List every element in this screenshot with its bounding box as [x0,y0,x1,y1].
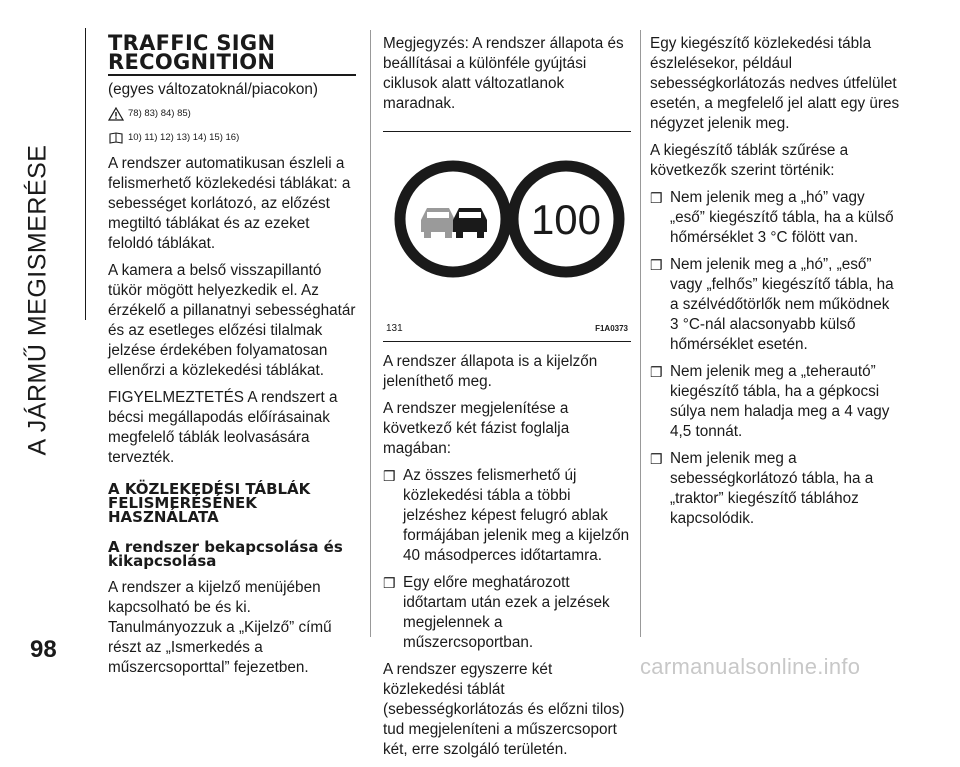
section-title-line2: RECOGNITION [108,50,276,74]
checkbox-bullet-icon: ❒ [650,451,663,467]
note-references: 10) 11) 12) 13) 14) 15) 16) [128,132,240,143]
section-title-line1: TRAFFIC SIGN [108,31,276,55]
paragraph: Megjegyzés: A rendszer állapota és beállításai a különféle gyújtási ciklusok alatt változatlanok maradnak. [383,35,624,112]
sub-subsection-heading: A rendszer bekapcsolása és kikapcsolása [108,538,343,570]
warning-reference-row [108,104,356,124]
list-item [650,255,900,355]
list-item-text: Nem jelenik meg a „hó” vagy „eső” kiegészítő tábla, ha a külső hőmérséklet 3 °C fölött van. [670,189,894,246]
list-item [383,466,631,566]
list-item-text: Nem jelenik meg a sebességkorlátozó tábla, ha a „traktor” kiegészítő táblához kapcsolódik. [670,450,874,527]
figure-bottom-rule [383,340,631,342]
column-divider [640,30,641,637]
list-item [650,362,900,442]
subsection-heading: A KÖZLEKEDÉSI TÁBLÁK FELISMERÉSÉNEK HASZNÁLATA [108,480,311,526]
column-1 [108,31,356,685]
watermark[interactable]: carmanualsonline.info [640,654,861,679]
list-item [383,573,631,653]
paragraph: A kiegészítő táblák szűrése a következők szerint történik: [650,142,849,179]
warning-references: 78) 83) 84) 85) [128,108,191,119]
speed-limit-sign-icon [513,166,619,272]
checkbox-bullet-icon: ❒ [650,257,663,273]
figure-code: F1A0373 [595,324,628,333]
traffic-signs-illustration [383,142,631,332]
paragraph: A rendszer állapota is a kijelzőn jeleníthető meg. [383,353,598,390]
paragraph: A kamera a belső visszapillantó tükör mögött helyezkedik el. Az érzékelő a pillanatnyi sebességhatár és az esetleges előzési tilalmak jelzése érdekében folyamatosan ellenőrzi a közlekedési táblákat. [108,262,356,379]
column-2 [383,34,631,767]
no-overtaking-sign-icon [400,166,506,272]
list-item-text: Az összes felismerhető új közlekedési tábla a többi jelzéshez képest felugró ablak formájában jelenik meg a kijelzőn 40 másodperces időtartamra. [403,467,630,564]
section-title [108,31,356,74]
list-item-text: Nem jelenik meg a „hó”, „eső” vagy „felhős” kiegészítő tábla, ha a szélvédőtörlők nem működnek 3 °C-nál alacsonyabb külső hőmérséklet esetén. [670,256,894,353]
title-underline [108,74,356,76]
chapter-divider [85,28,86,320]
chapter-title-text: A JÁRMŰ MEGISMERÉSE [23,144,52,456]
paragraph: A rendszer automatikusan észleli a felismerhető közlekedési táblákat: a sebességet korlátozó, az előzést megtiltó táblákat és az ezeket feloldó táblákat. [108,155,351,252]
warning-paragraph: FIGYELMEZTETÉS A rendszert a bécsi megállapodás előírásainak megfelelő táblák leolvasására tervezték. [108,389,338,466]
paragraph: A rendszer a kijelző menüjében kapcsolható be és ki. Tanulmányozzuk a „Kijelző” című részt az „Ismerkedés a műszercsoporttal” fejezetben. [108,579,332,676]
column-3 [650,34,900,536]
paragraph: A rendszer megjelenítése a következő két fázist foglalja magában: [383,400,570,457]
list-item [650,449,900,529]
paragraph: A rendszer egyszerre két közlekedési táblát (sebességkorlátozás és előzni tilos) tud megjeleníteni a műszercsoport két, erre szolgáló területén. [383,661,625,758]
list-item [650,188,900,248]
paragraph: Egy kiegészítő közlekedési tábla észlelésekor, például sebességkorlátozás nedves útfelület esetén, a megfelelő jel alatt egy üres négyzet jelenik meg. [650,35,900,132]
checkbox-bullet-icon: ❒ [383,468,396,484]
checkbox-bullet-icon: ❒ [650,364,663,380]
speed-limit-value: 100 [530,196,602,243]
checkbox-bullet-icon: ❒ [650,190,663,206]
section-subtitle: (egyes változatoknál/piacokon) [108,81,319,98]
checkbox-bullet-icon: ❒ [383,575,396,591]
note-reference-row [108,128,356,148]
list-item-text: Nem jelenik meg a „teherautó” kiegészítő tábla, ha a gépkocsi súlya nem haladja meg a 4 vagy 4,5 tonnát. [670,363,890,440]
chapter-side-title [23,144,58,456]
page-number: 98 [30,636,57,663]
list-item-text: Egy előre meghatározott időtartam után ezek a jelzések megjelennek a műszercsoportban. [403,574,610,651]
column-divider [370,30,371,637]
figure-number: 131 [386,323,403,334]
warning-triangle-icon [108,107,124,121]
book-icon [108,131,124,145]
figure [383,131,631,342]
